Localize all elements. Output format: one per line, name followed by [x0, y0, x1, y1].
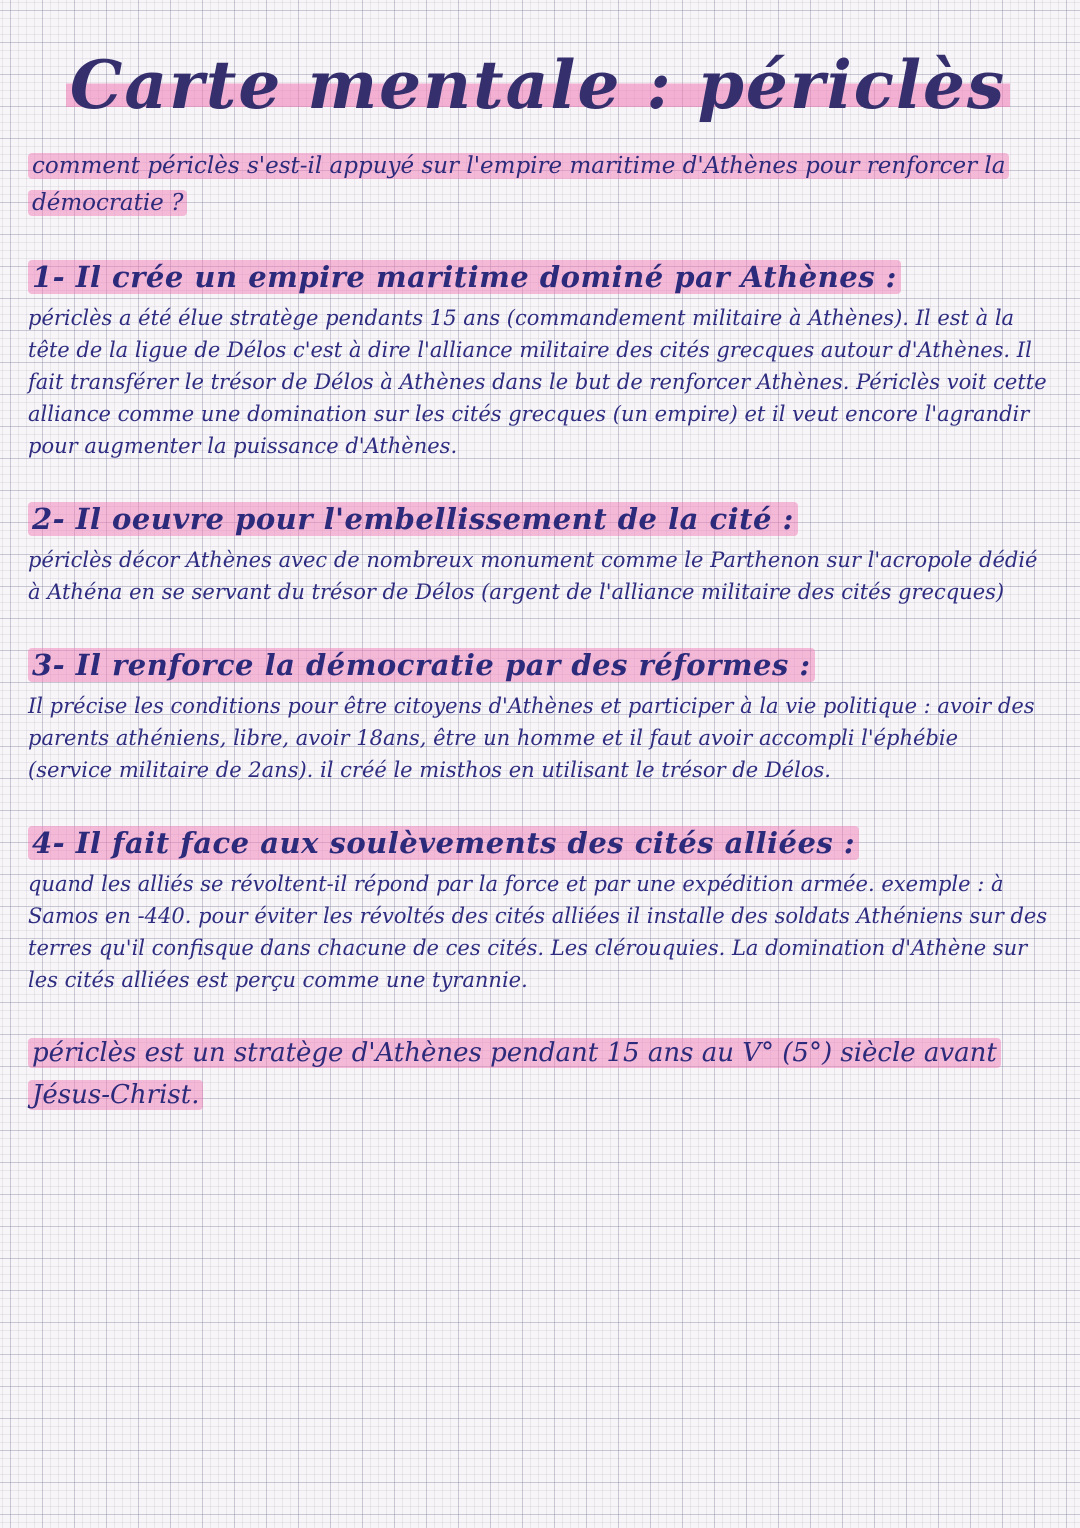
- section-heading: [28, 256, 1048, 298]
- section-heading-text: 3- Il renforce la démocratie par des réformes :: [28, 648, 815, 682]
- section-3: [28, 644, 1048, 786]
- guiding-question-text: comment périclès s'est-il appuyé sur l'empire maritime d'Athènes pour renforcer la démocratie ?: [28, 153, 1009, 216]
- section-heading-text: 1- Il crée un empire maritime dominé par Athènes :: [28, 260, 901, 294]
- section-body: périclès décor Athènes avec de nombreux monument comme le Parthenon sur l'acropole dédié à Athéna en se servant du trésor de Délos (argent de l'alliance militaire des cités grecques): [28, 548, 1038, 604]
- section-body: périclès a été élue stratège pendants 15 ans (commandement militaire à Athènes). Il est à la tête de la ligue de Délos c'est à dire l'alliance militaire des cités grecques autour d'Athènes. Il fait transférer le trésor de Délos à Athènes dans le but de renforcer Athènes. Périclès voit cette alliance comme une domination sur les cités grecques (un empire) et il veut encore l'agrandir pour augmenter la puissance d'Athènes.: [28, 306, 1047, 458]
- section-heading-text: 4- Il fait face aux soulèvements des cités alliées :: [28, 826, 859, 860]
- section-body: Il précise les conditions pour être citoyens d'Athènes et participer à la vie politique : avoir des parents athéniens, libre, avoir 18ans, être un homme et il faut avoir accompli l'éphébie (service militaire de 2ans). il créé le misthos en utilisant le trésor de Délos.: [28, 694, 1035, 782]
- page-title-text: Carte mentale : périclès: [66, 46, 1010, 124]
- section-1: [28, 256, 1048, 462]
- section-heading: [28, 644, 1048, 686]
- section-2: [28, 498, 1048, 608]
- guiding-question: [28, 148, 1038, 222]
- conclusion-text: périclès est un stratège d'Athènes pendant 15 ans au V° (5°) siècle avant Jésus-Christ.: [28, 1038, 1001, 1110]
- section-heading: [28, 822, 1048, 864]
- page-title: [28, 40, 1048, 130]
- section-heading: [28, 498, 1048, 540]
- section-heading-text: 2- Il oeuvre pour l'embellissement de la cité :: [28, 502, 798, 536]
- conclusion: [28, 1032, 1038, 1116]
- notes-content: [28, 40, 1048, 1142]
- section-4: [28, 822, 1048, 996]
- section-body: quand les alliés se révoltent-il répond par la force et par une expédition armée. exemple : à Samos en -440. pour éviter les révoltés des cités alliées il installe des soldats Athéniens sur des terres qu'il confisque dans chacune de ces cités. Les clérouquies. La domination d'Athène sur les cités alliées est perçu comme une tyrannie.: [28, 872, 1048, 992]
